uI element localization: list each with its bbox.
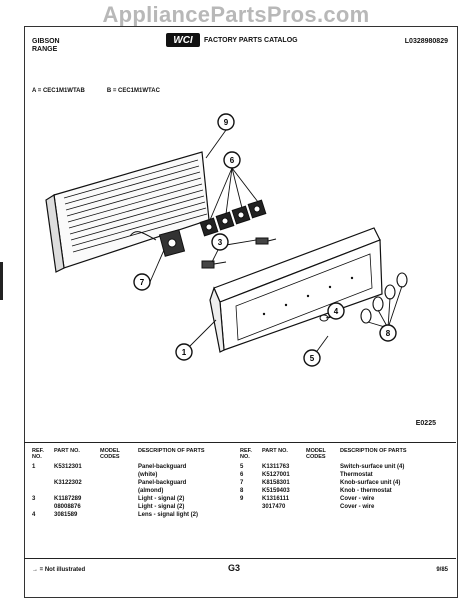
table-row: 6 K5127001 Thermostat xyxy=(240,472,373,478)
svg-text:6: 6 xyxy=(229,156,235,165)
table-row: 5 K1311763 Switch-surface unit (4) xyxy=(240,464,405,470)
svg-text:3: 3 xyxy=(217,238,223,247)
callout-1 xyxy=(176,344,192,360)
callout-9 xyxy=(218,114,234,130)
model-b: B = CEC1M1WTAC xyxy=(106,88,160,94)
table-row: 9 K1316111 Cover - wire xyxy=(240,496,375,502)
not-illustrated-note: → = Not illustrated xyxy=(32,567,86,573)
callout-5 xyxy=(224,152,240,168)
table-row: 3017470 Cover - wire xyxy=(262,504,375,510)
col-ref: REF. NO. xyxy=(240,448,252,460)
callout-8 xyxy=(304,350,320,366)
svg-text:8: 8 xyxy=(385,329,391,338)
table-row: (white) xyxy=(138,472,158,478)
svg-text:1: 1 xyxy=(181,348,187,357)
table-row: 7 K8158301 Knob-surface unit (4) xyxy=(240,480,401,486)
table-row: 3 K1187289 Light - signal (2) xyxy=(32,496,185,502)
date-code: 9/85 xyxy=(436,567,448,573)
col-model: MODEL CODES xyxy=(306,448,326,460)
table-row: K3122302 Panel-backguard xyxy=(54,480,187,486)
table-top-rule xyxy=(24,442,456,443)
catalog-title: FACTORY PARTS CATALOG xyxy=(204,36,298,44)
svg-text:4: 4 xyxy=(333,307,339,316)
callout-7 xyxy=(380,325,396,341)
svg-text:9: 9 xyxy=(223,118,229,127)
brand-block xyxy=(32,38,60,54)
surface-switches xyxy=(200,200,266,236)
page-code: G3 xyxy=(228,563,241,573)
col-part: PART NO. xyxy=(262,448,288,454)
svg-text:7: 7 xyxy=(139,278,145,287)
exploded-parts-diagram xyxy=(24,100,456,432)
product-type: RANGE xyxy=(32,46,58,53)
table-bottom-rule xyxy=(24,558,456,559)
brand-name: GIBSON xyxy=(32,38,60,45)
col-ref: REF. NO. xyxy=(32,448,44,460)
col-part: PART NO. xyxy=(54,448,80,454)
col-desc: DESCRIPTION OF PARTS xyxy=(138,448,205,454)
scan-edge xyxy=(0,262,3,300)
callout-4 xyxy=(328,303,344,319)
table-header-row xyxy=(32,448,228,464)
watermark: AppliancePartsPros.com xyxy=(102,2,370,27)
backguard-panel xyxy=(210,228,382,352)
catalog-heading xyxy=(166,33,298,47)
parts-table-right xyxy=(240,448,434,512)
table-row: 1 K5312301 Panel-backguard xyxy=(32,464,187,470)
table-row: 08008876 Light - signal (2) xyxy=(54,504,185,510)
table-row: 8 K5159403 Knob - thermostat xyxy=(240,488,392,494)
callout-6 xyxy=(134,274,150,290)
model-list xyxy=(32,88,160,94)
figure-code: E0225 xyxy=(415,420,436,427)
catalog-number: L0328980829 xyxy=(404,38,448,45)
parts-table-left xyxy=(32,448,228,520)
col-desc: DESCRIPTION OF PARTS xyxy=(340,448,407,454)
col-model: MODEL CODES xyxy=(100,448,120,460)
callout-3 xyxy=(212,234,228,250)
svg-text:5: 5 xyxy=(309,354,315,363)
table-row: (almond) xyxy=(138,488,164,494)
wci-logo: WCI xyxy=(166,33,200,47)
model-a: A = CEC1M1WTAB xyxy=(32,88,85,94)
table-header-row xyxy=(240,448,434,464)
wire-cover xyxy=(46,152,209,272)
table-row: 4 3081589 Lens - signal light (2) xyxy=(32,512,199,518)
